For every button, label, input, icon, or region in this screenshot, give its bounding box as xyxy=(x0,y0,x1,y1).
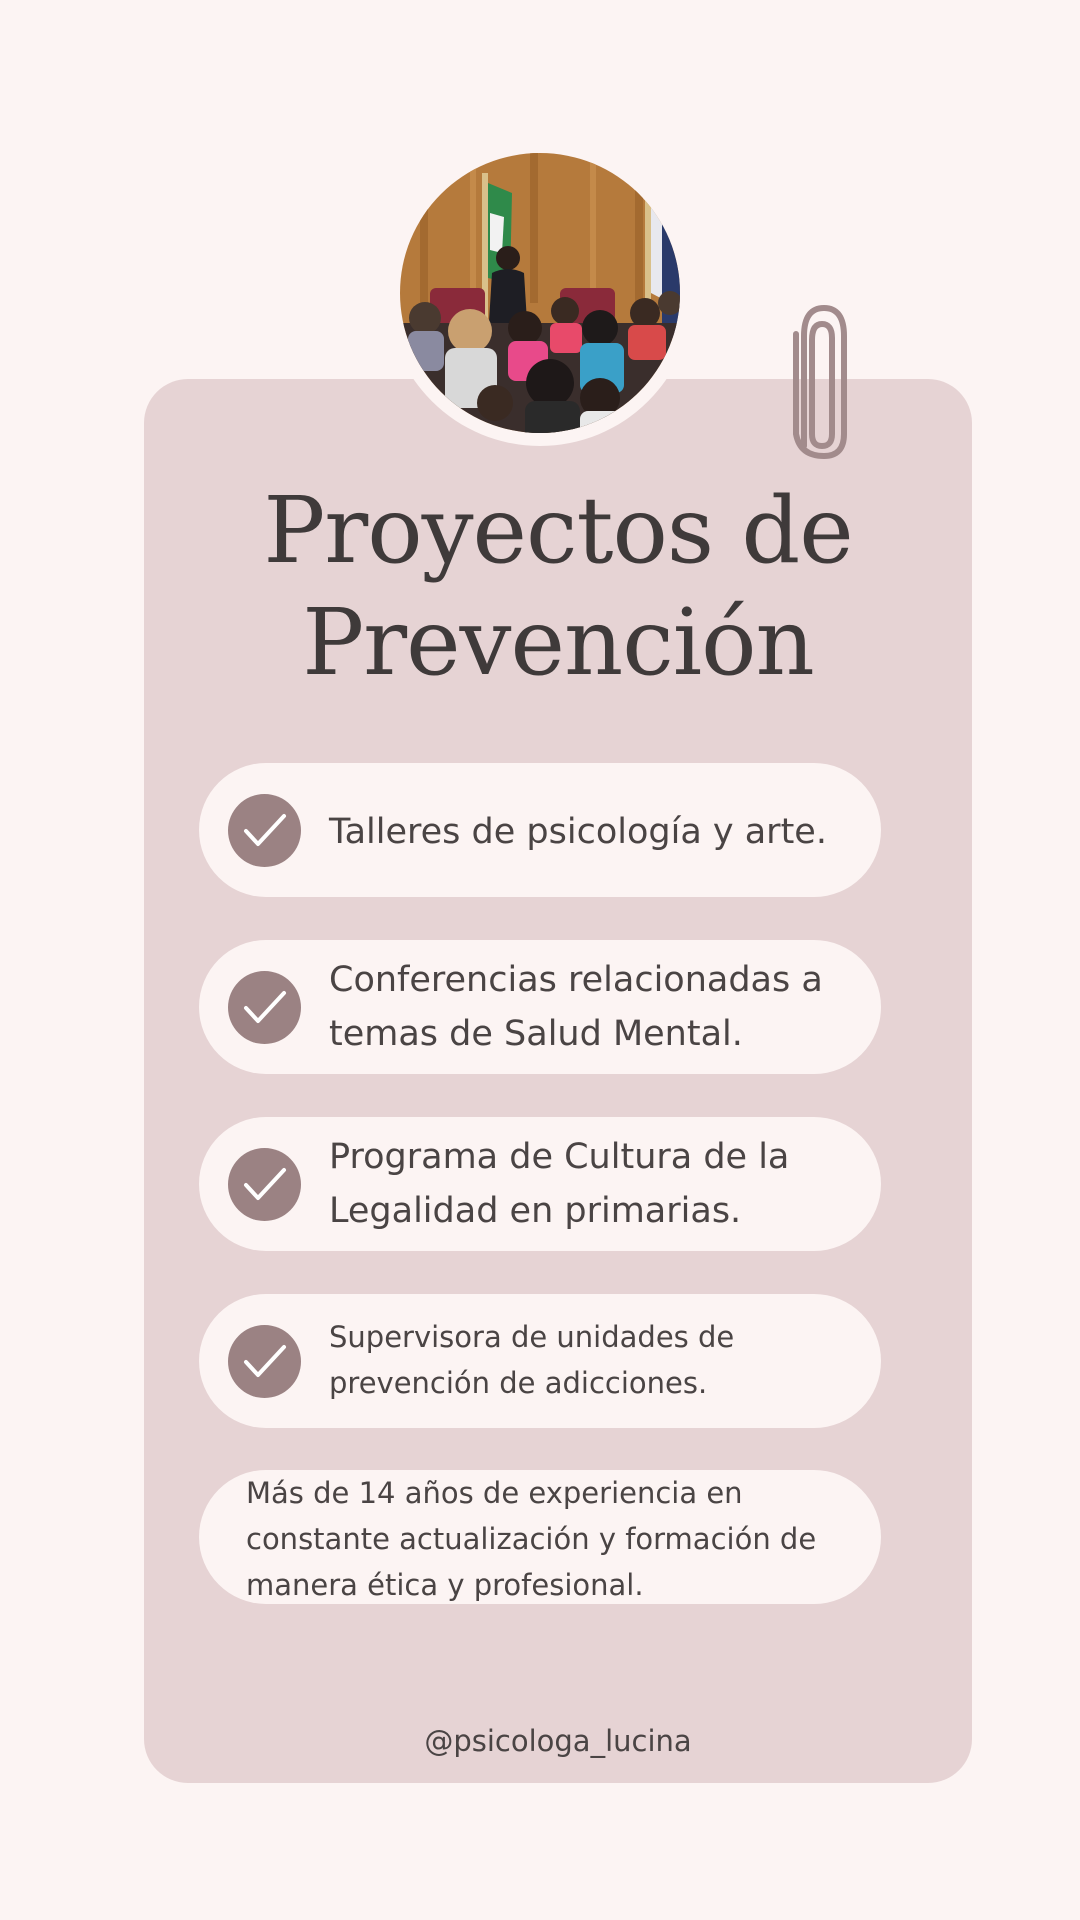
list-item-talleres xyxy=(199,763,881,897)
title-line-1: Proyectos de xyxy=(263,477,853,584)
check-icon xyxy=(228,794,301,867)
list-item-supervisora xyxy=(199,1294,881,1428)
list-item-programa xyxy=(199,1117,881,1251)
conference-photo xyxy=(400,153,680,433)
social-handle: @psicologa_lucina xyxy=(424,1724,692,1758)
experience-note xyxy=(199,1470,881,1604)
title-line-2: Prevención xyxy=(302,589,814,696)
list-item-text: Supervisora de unidades de prevención de adicciones. xyxy=(329,1320,735,1400)
list-item-conferencias xyxy=(199,940,881,1074)
list-item-text: Conferencias relacionadas a temas de Salud Mental. xyxy=(329,960,823,1054)
profile-photo-frame xyxy=(387,140,693,446)
check-icon xyxy=(228,1325,301,1398)
list-item-text: Talleres de psicología y arte. xyxy=(329,812,827,852)
paperclip-icon xyxy=(782,296,854,466)
page-title xyxy=(144,475,972,699)
check-icon xyxy=(228,1148,301,1221)
check-icon xyxy=(228,971,301,1044)
list-item-text: Programa de Cultura de la Legalidad en primarias. xyxy=(329,1137,790,1231)
experience-text: Más de 14 años de experiencia en constante actualización y formación de manera ética y profesional. xyxy=(246,1476,817,1602)
